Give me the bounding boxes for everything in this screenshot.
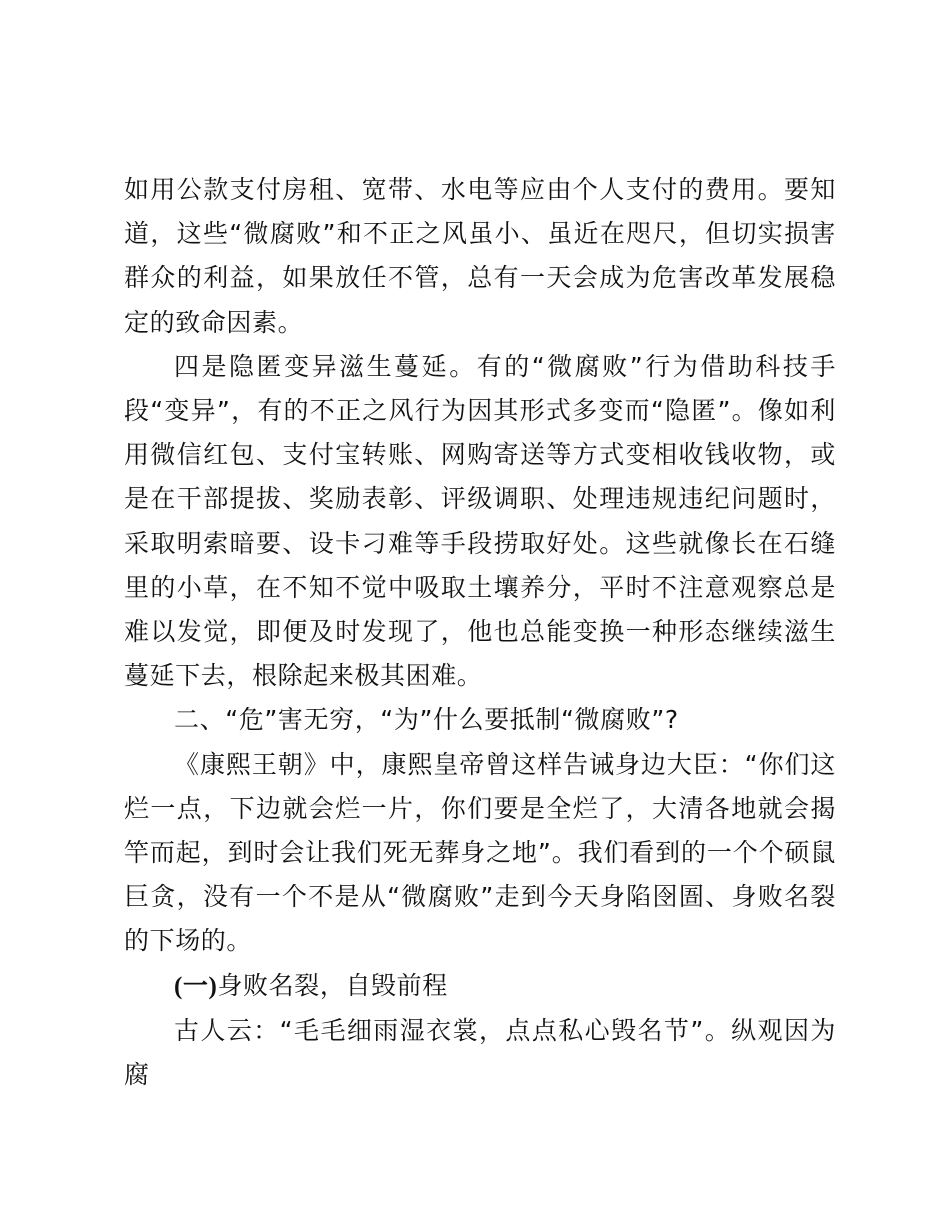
paragraph-hidden-spread: 四是隐匿变异滋生蔓延。有的“微腐败”行为借助科技手段“变异”，有的不正之风行为因其形式多变而“隐匿”。像如利用微信红包、支付宝转账、网购寄送等方式变相收钱收物，或是在干部提拔、奖励表彰、评级调职、处理违规违纪问题时，采取明索暗要、设卡刁难等手段捞取好处。这些就像长在石缝里的小草，在不知不觉中吸取土壤养分，平时不注意观察总是难以发觉，即便及时发现了，他也总能变换一种形态继续滋生蔓延下去，根除起来极其困难。: [124, 351, 836, 691]
section-heading-2: 二、“危”害无穷，“为”什么要抵制“微腐败”?: [174, 705, 679, 735]
paragraph-ancient-saying: 古人云：“毛毛细雨湿衣裳，点点私心毁名节”。纵观因为腐: [124, 1015, 836, 1090]
paragraph-kangxi: 《康熙王朝》中，康熙皇帝曾这样告诫身边大臣：“你们这烂一点，下边就会烂一片，你们要是全烂了，大清各地就会揭竿而起，到时会让我们死无葬身之地”。我们看到的一个个硕鼠巨贪，没有一个不是从“微腐败”走到今天身陷囹圄、身败名裂的下场的。: [124, 749, 836, 956]
paragraph-1: 如用公款支付房租、宽带、水电等应由个人支付的费用。要知道，这些“微腐败”和不正之风虽小、虽近在咫尺，但切实损害群众的利益，如果放任不管，总有一天会成为危害改革发展稳定的致命因素。: [124, 175, 836, 337]
document-body: [124, 168, 836, 1097]
sub-heading-number: (一): [174, 972, 218, 1000]
sub-heading-1: [124, 964, 836, 1009]
sub-heading-text: 身败名裂，自毁前程: [217, 970, 448, 1000]
